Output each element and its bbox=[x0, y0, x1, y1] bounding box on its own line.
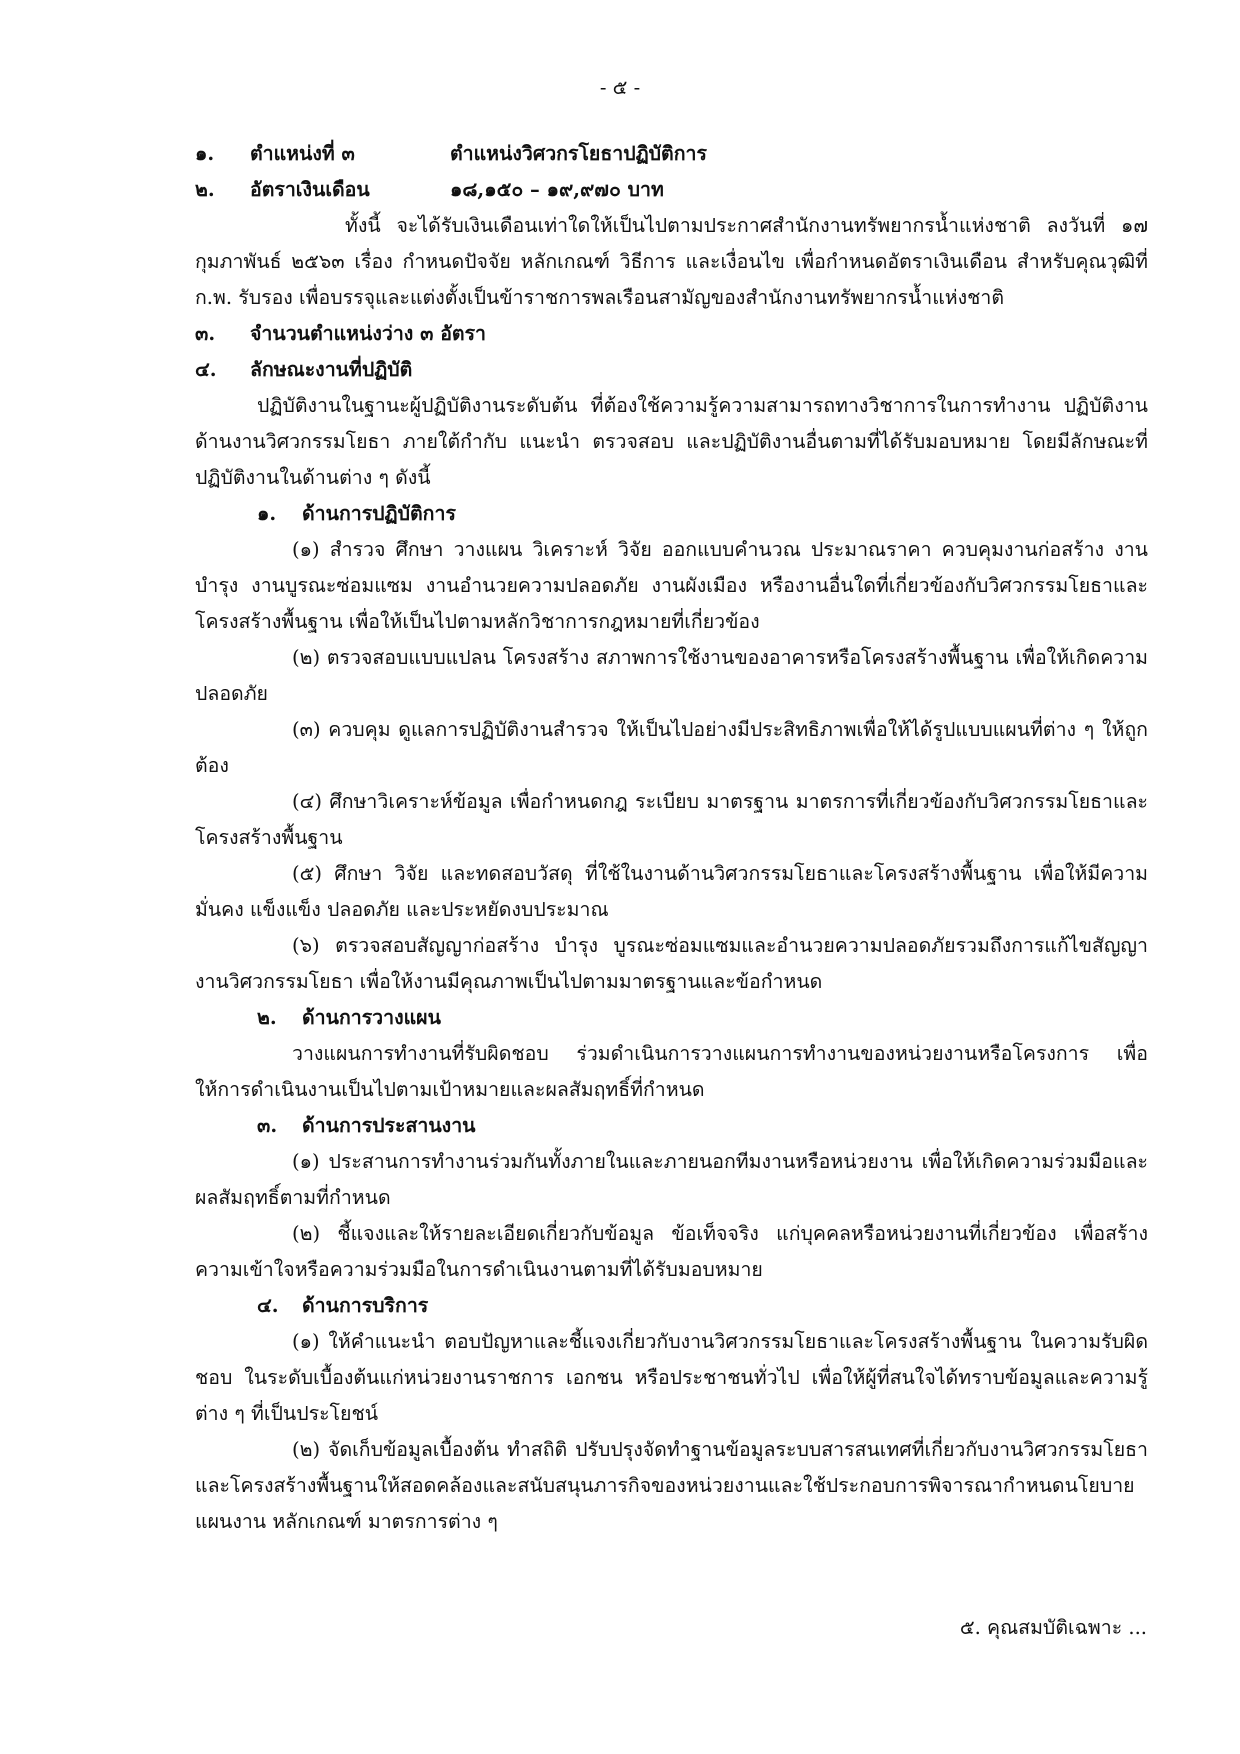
heading-number: ๑. bbox=[195, 142, 215, 165]
duty-item: (๑) ประสานการทำงานร่วมกันทั้งภายในและภายนอกทีมงานหรือหน่วยงาน เพื่อให้เกิดความร่วมมือและผลสัมฤทธิ์ตามที่กำหนด bbox=[195, 1150, 1148, 1209]
section-heading bbox=[195, 1288, 1148, 1324]
duty-item: (๖) ตรวจสอบสัญญาก่อสร้าง บำรุง บูรณะซ่อมแซมและอำนวยความปลอดภัยรวมถึงการแก้ไขสัญญางานวิศวกรรมโยธา เพื่อให้งานมีคุณภาพเป็นไปตามมาตรฐานและข้อกำหนด bbox=[195, 934, 1148, 993]
duty-item: (๒) ตรวจสอบแบบแปลน โครงสร้าง สภาพการใช้งานของอาคารหรือโครงสร้างพื้นฐาน เพื่อให้เกิดความปลอดภัย bbox=[195, 646, 1148, 705]
section-heading bbox=[195, 1000, 1148, 1036]
section-title: ด้านการประสานงาน bbox=[302, 1114, 476, 1137]
heading-salary bbox=[195, 172, 1148, 208]
heading-position bbox=[195, 136, 1148, 172]
heading-label: อัตราเงินเดือน bbox=[250, 178, 370, 201]
heading-value: ๑๘,๑๕๐ – ๑๙,๙๗๐ บาท bbox=[450, 178, 664, 201]
heading-number: ๔. bbox=[195, 358, 217, 381]
duty-item: (๒) จัดเก็บข้อมูลเบื้องต้น ทำสถิติ ปรับปรุงจัดทำฐานข้อมูลระบบสารสนเทศที่เกี่ยวกับงานวิศวกรรมโยธาและโครงสร้างพื้นฐานให้สอดคล้องและสนับสนุนภารกิจของหน่วยงานและใช้ประกอบการพิจารณากำหนดนโยบาย แผนงาน หลักเกณฑ์ มาตรการต่าง ๆ bbox=[195, 1438, 1148, 1533]
heading-duties bbox=[195, 352, 1148, 388]
section-number: ๔. bbox=[257, 1294, 279, 1317]
duty-item: วางแผนการทำงานที่รับผิดชอบ ร่วมดำเนินการวางแผนการทำงานของหน่วยงานหรือโครงการ เพื่อให้การดำเนินงานเป็นไปตามเป้าหมายและผลสัมฤทธิ์ที่กำหนด bbox=[195, 1042, 1148, 1101]
section-title: ด้านการวางแผน bbox=[302, 1006, 441, 1029]
section-heading bbox=[195, 496, 1148, 532]
duty-item: (๒) ชี้แจงและให้รายละเอียดเกี่ยวกับข้อมูล ข้อเท็จจริง แก่บุคคลหรือหน่วยงานที่เกี่ยวข้อง เพื่อสร้างความเข้าใจหรือความร่วมมือในการดำเนินงานตามที่ได้รับมอบหมาย bbox=[195, 1222, 1148, 1281]
section-title: ด้านการบริการ bbox=[302, 1294, 429, 1317]
heading-label: จำนวนตำแหน่งว่าง ๓ อัตรา bbox=[250, 322, 486, 345]
duty-item: (๔) ศึกษาวิเคราะห์ข้อมูล เพื่อกำหนดกฎ ระเบียบ มาตรฐาน มาตรการที่เกี่ยวข้องกับวิศวกรรมโยธาและโครงสร้างพื้นฐาน bbox=[195, 790, 1148, 849]
heading-number: ๒. bbox=[195, 178, 215, 201]
heading-value: ตำแหน่งวิศวกรโยธาปฏิบัติการ bbox=[450, 142, 707, 165]
salary-note: ทั้งนี้ จะได้รับเงินเดือนเท่าใดให้เป็นไปตามประกาศสำนักงานทรัพยากรน้ำแห่งชาติ ลงวันที่ ๑๗ กุมภาพันธ์ ๒๕๖๓ เรื่อง กำหนดปัจจัย หลักเกณฑ์ วิธีการ และเงื่อนไข เพื่อกำหนดอัตราเงินเดือน สำหรับคุณวุฒิที่ ก.พ. รับรอง เพื่อบรรจุและแต่งตั้งเป็นข้าราชการพลเรือนสามัญของสำนักงานทรัพยากรน้ำแห่งชาติ bbox=[195, 214, 1148, 309]
document-body bbox=[195, 136, 1148, 1540]
heading-vacancies bbox=[195, 316, 1148, 352]
duty-item: (๓) ควบคุม ดูแลการปฏิบัติงานสำรวจ ให้เป็นไปอย่างมีประสิทธิภาพเพื่อให้ได้รูปแบบแผนที่ต่าง ๆ ให้ถูกต้อง bbox=[195, 718, 1148, 777]
section-number: ๒. bbox=[257, 1006, 277, 1029]
heading-label: ลักษณะงานที่ปฏิบัติ bbox=[250, 358, 413, 381]
page-number: - ๕ - bbox=[599, 76, 641, 99]
heading-label: ตำแหน่งที่ ๓ bbox=[250, 142, 355, 165]
duties-intro: ปฏิบัติงานในฐานะผู้ปฏิบัติงานระดับต้น ที่ต้องใช้ความรู้ความสามารถทางวิชาการในการทำงาน ปฏิบัติงานด้านงานวิศวกรรมโยธา ภายใต้กำกับ แนะนำ ตรวจสอบ และปฏิบัติงานอื่นตามที่ได้รับมอบหมาย โดยมีลักษณะที่ปฏิบัติงานในด้านต่าง ๆ ดังนี้ bbox=[195, 394, 1148, 489]
duty-item: (๑) สำรวจ ศึกษา วางแผน วิเคราะห์ วิจัย ออกแบบคำนวณ ประมาณราคา ควบคุมงานก่อสร้าง งานบำรุง งานบูรณะซ่อมแซม งานอำนวยความปลอดภัย งานผังเมือง หรืองานอื่นใดที่เกี่ยวข้องกับวิศวกรรมโยธาและโครงสร้างพื้นฐาน เพื่อให้เป็นไปตามหลักวิชาการกฎหมายที่เกี่ยวข้อง bbox=[195, 538, 1148, 633]
section-title: ด้านการปฏิบัติการ bbox=[302, 502, 456, 525]
duty-item: (๕) ศึกษา วิจัย และทดสอบวัสดุ ที่ใช้ในงานด้านวิศวกรรมโยธาและโครงสร้างพื้นฐาน เพื่อให้มีความมั่นคง แข็งแข็ง ปลอดภัย และประหยัดงบประมาณ bbox=[195, 862, 1148, 921]
section-number: ๓. bbox=[257, 1114, 278, 1137]
heading-number: ๓. bbox=[195, 322, 216, 345]
duty-item: (๑) ให้คำแนะนำ ตอบปัญหาและชี้แจงเกี่ยวกับงานวิศวกรรมโยธาและโครงสร้างพื้นฐาน ในความรับผิดชอบ ในระดับเบื้องต้นแก่หน่วยงานราชการ เอกชน หรือประชาชนทั่วไป เพื่อให้ผู้ที่สนใจได้ทราบข้อมูลและความรู้ต่าง ๆ ที่เป็นประโยชน์ bbox=[195, 1330, 1148, 1425]
continuation-note: ๕. คุณสมบัติเฉพาะ ... bbox=[959, 1616, 1147, 1639]
section-number: ๑. bbox=[257, 502, 277, 525]
section-heading bbox=[195, 1108, 1148, 1144]
